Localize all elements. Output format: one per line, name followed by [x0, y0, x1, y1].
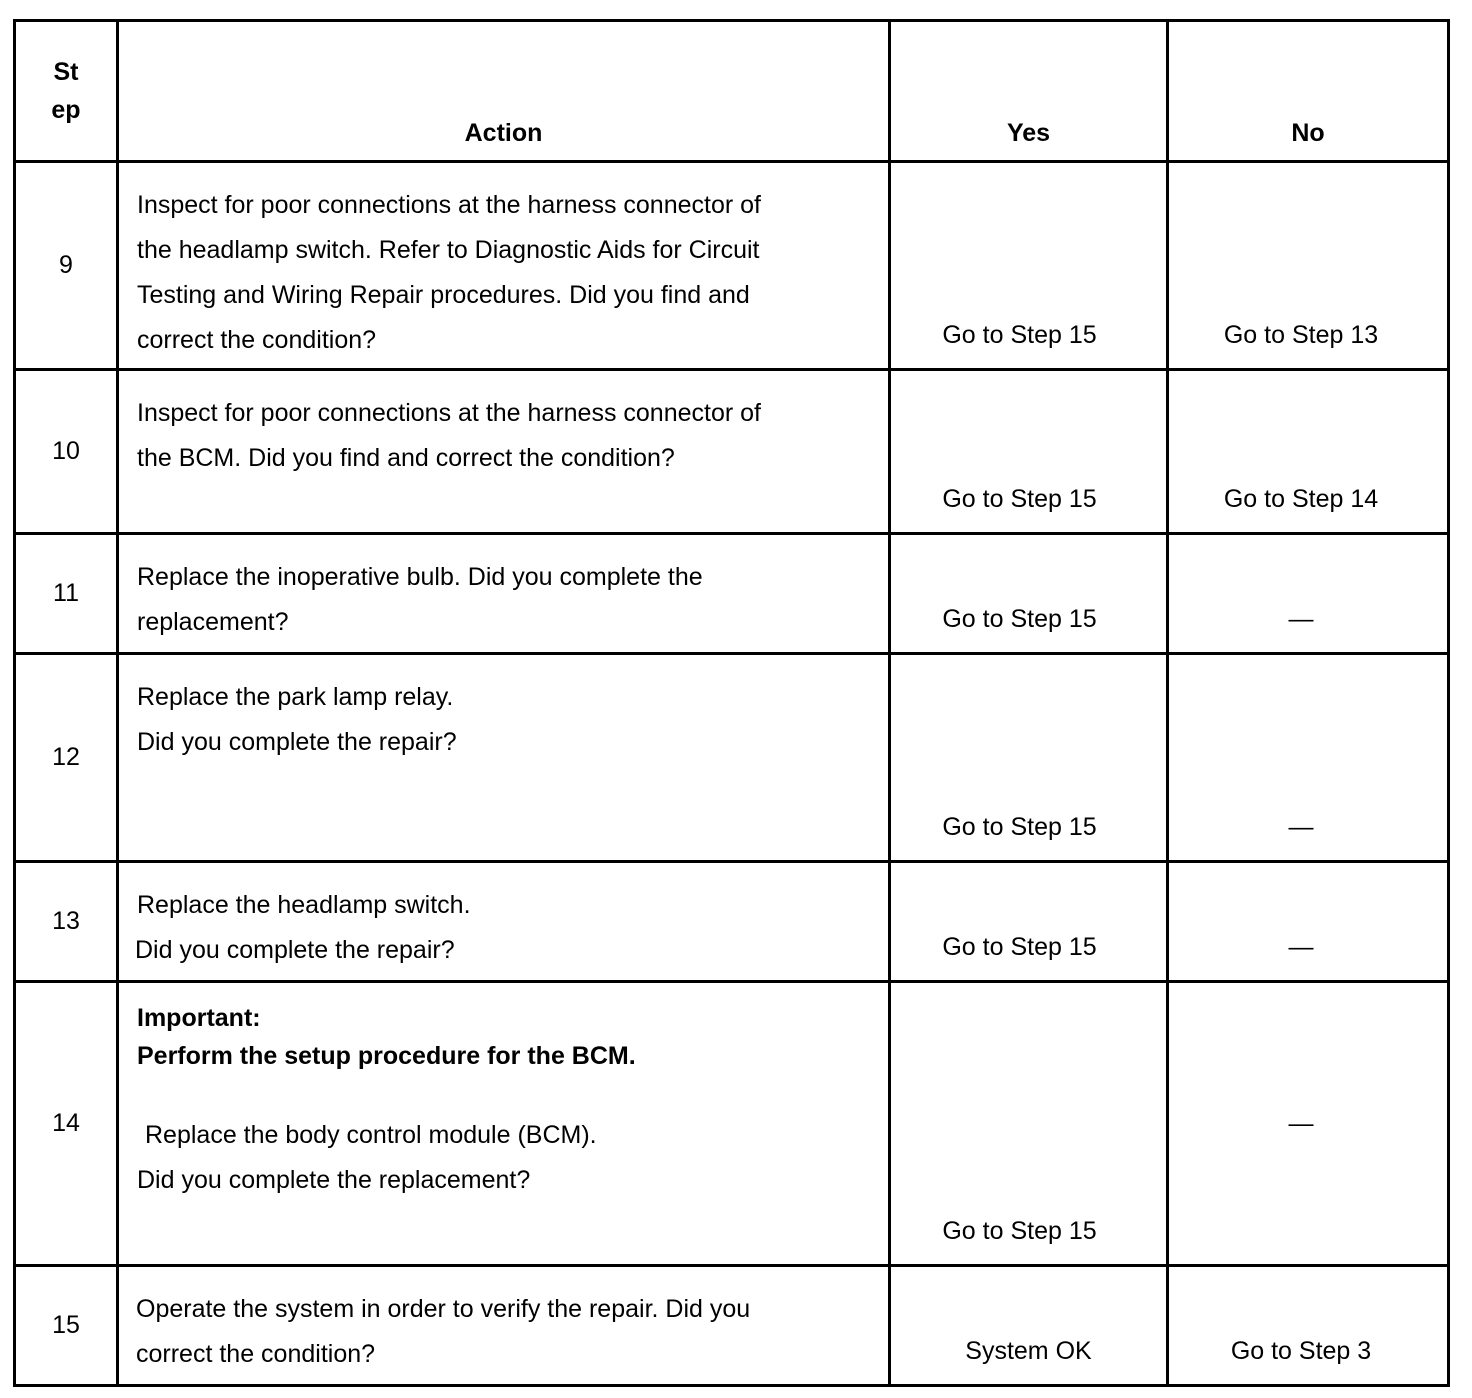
yes-result: System OK: [965, 1337, 1092, 1365]
no-cell: [1168, 982, 1449, 1266]
yes-cell: [890, 982, 1168, 1266]
no-cell: [1168, 654, 1449, 862]
yes-result: Go to Step 15: [942, 605, 1097, 633]
yes-cell: [890, 534, 1168, 654]
no-result: Go to Step 13: [1223, 321, 1379, 349]
important-label: Important:: [137, 1004, 261, 1032]
header-yes: Yes: [890, 21, 1168, 162]
header-step-line-1: St: [53, 58, 79, 86]
step-number: 9: [15, 162, 118, 370]
action-line: Replace the park lamp relay.: [137, 683, 454, 711]
action-cell: [118, 370, 890, 534]
header-row: [15, 21, 1449, 162]
yes-result: Go to Step 15: [942, 813, 1097, 841]
action-line: Testing and Wiring Repair procedures. Did you find and: [137, 281, 750, 309]
action-line: Did you complete the replacement?: [137, 1166, 531, 1194]
yes-cell: [890, 654, 1168, 862]
step-number: 12: [15, 654, 118, 862]
no-cell: [1168, 1266, 1449, 1386]
action-line: correct the condition?: [137, 326, 377, 354]
diagnostic-table: [13, 19, 1450, 1387]
no-result: —: [1288, 813, 1314, 841]
action-line: Did you complete the repair?: [135, 936, 455, 964]
action-line: Replace the inoperative bulb. Did you complete the: [137, 563, 703, 591]
step-number: 10: [15, 370, 118, 534]
step-number: 11: [15, 534, 118, 654]
no-cell: [1168, 534, 1449, 654]
action-line: Did you complete the repair?: [137, 728, 457, 756]
action-line: Inspect for poor connections at the harness connector of: [137, 399, 761, 427]
table-row: [15, 982, 1449, 1266]
no-cell: [1168, 162, 1449, 370]
action-line: Inspect for poor connections at the harness connector of: [137, 191, 761, 219]
action-line: Operate the system in order to verify the repair. Did you: [136, 1295, 751, 1323]
no-cell: [1168, 862, 1449, 982]
no-result: Go to Step 14: [1223, 485, 1379, 513]
yes-result: Go to Step 15: [942, 1217, 1097, 1245]
action-cell: [118, 982, 890, 1266]
header-action: Action: [118, 21, 890, 162]
action-line: replacement?: [137, 608, 289, 636]
table-row: [15, 1266, 1449, 1386]
yes-cell: [890, 862, 1168, 982]
table-row: [15, 162, 1449, 370]
action-cell: [118, 862, 890, 982]
yes-result: Go to Step 15: [942, 321, 1097, 349]
yes-cell: [890, 1266, 1168, 1386]
spacer: [137, 1075, 878, 1113]
action-line: Replace the headlamp switch.: [137, 891, 471, 919]
action-line: the headlamp switch. Refer to Diagnostic Aids for Circuit: [137, 236, 760, 264]
header-step: [15, 21, 118, 162]
table-row: [15, 534, 1449, 654]
action-cell: [118, 654, 890, 862]
no-result: Go to Step 3: [1230, 1337, 1372, 1365]
yes-result: Go to Step 15: [942, 485, 1097, 513]
header-no: No: [1168, 21, 1449, 162]
step-number: 15: [15, 1266, 118, 1386]
important-note: Perform the setup procedure for the BCM.: [137, 1042, 636, 1070]
step-number: 14: [15, 982, 118, 1266]
no-result: —: [1288, 605, 1314, 633]
action-line: the BCM. Did you find and correct the condition?: [137, 444, 675, 472]
action-cell: [118, 162, 890, 370]
header-step-line-2: ep: [51, 96, 81, 124]
yes-cell: [890, 162, 1168, 370]
action-line: correct the condition?: [136, 1340, 376, 1368]
yes-cell: [890, 370, 1168, 534]
table-row: [15, 654, 1449, 862]
no-result: —: [1288, 933, 1314, 961]
yes-result: Go to Step 15: [942, 933, 1097, 961]
action-cell: [118, 1266, 890, 1386]
step-number: 13: [15, 862, 118, 982]
no-result: —: [1288, 1109, 1314, 1137]
table-row: [15, 370, 1449, 534]
action-cell: [118, 534, 890, 654]
table-row: [15, 862, 1449, 982]
no-cell: [1168, 370, 1449, 534]
action-line: Replace the body control module (BCM).: [145, 1121, 597, 1149]
